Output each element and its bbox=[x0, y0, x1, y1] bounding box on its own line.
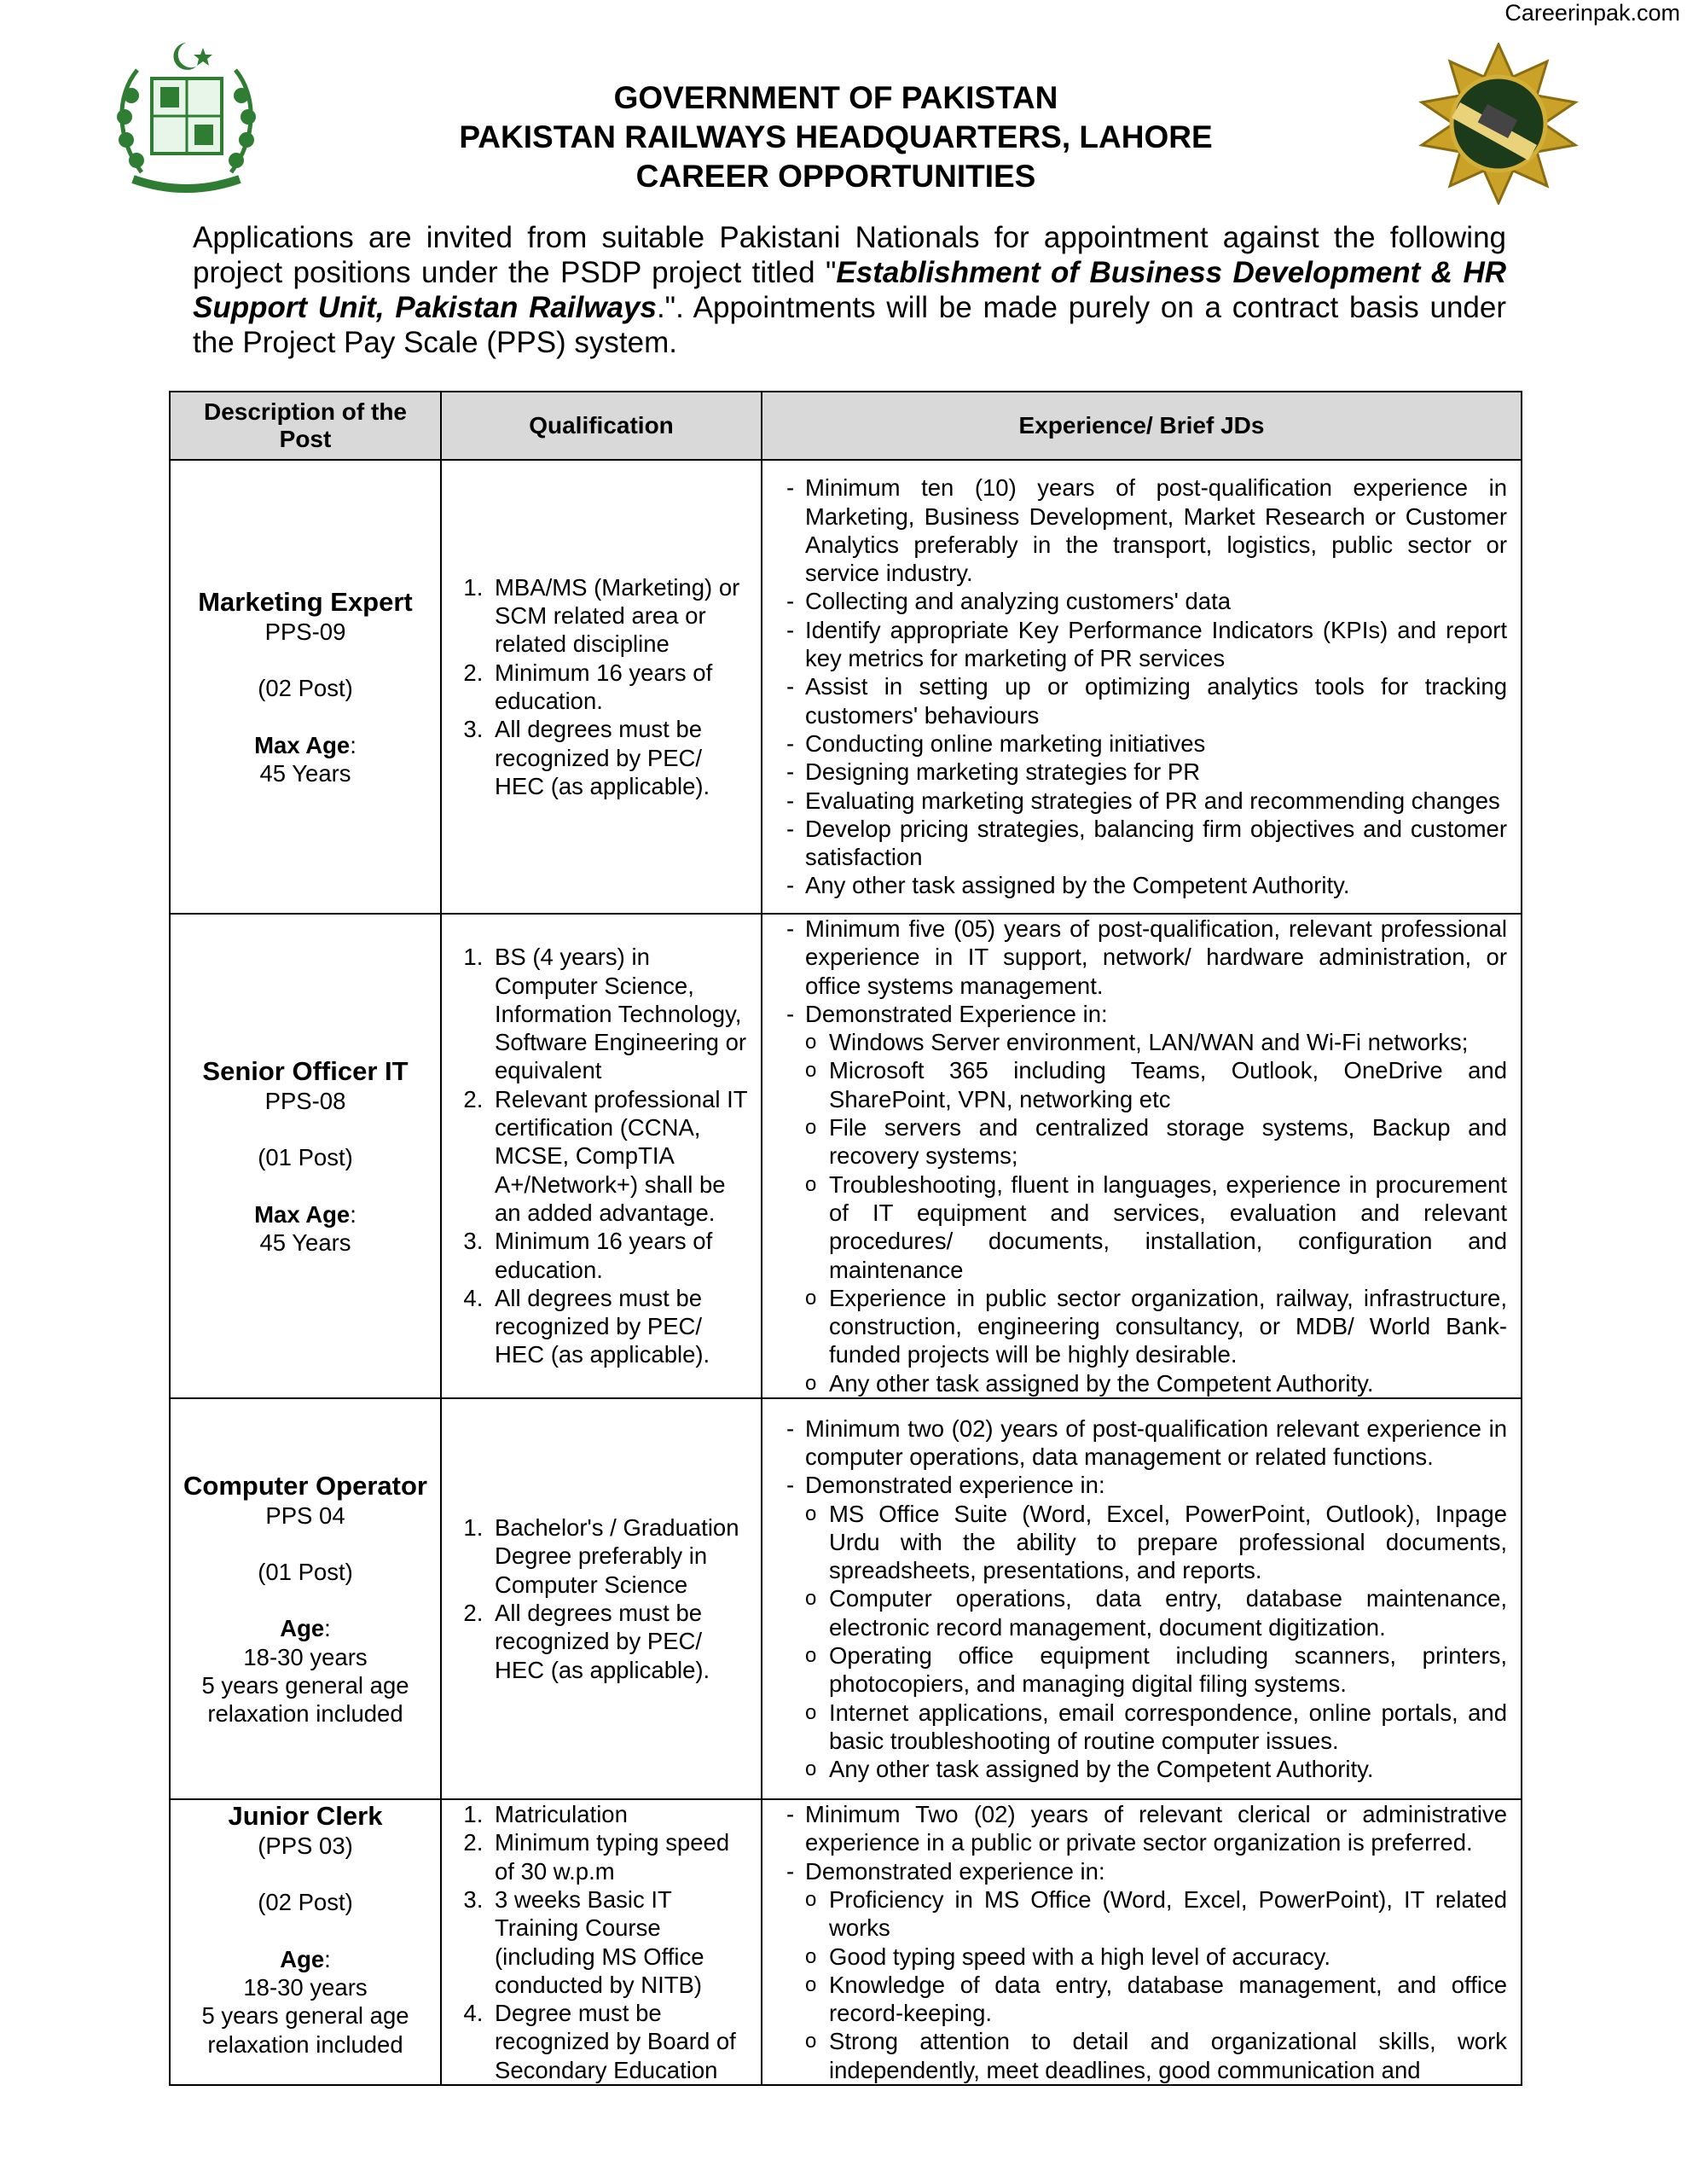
heading-line-1: GOVERNMENT OF PAKISTAN bbox=[613, 80, 1058, 115]
experience-text: Demonstrated Experience in: bbox=[805, 1000, 1108, 1027]
age-label: Max Age bbox=[254, 1200, 351, 1228]
experience-text: Designing marketing strategies for PR bbox=[805, 758, 1201, 786]
post-age-relaxation: 5 years general age relaxation included bbox=[201, 2002, 409, 2058]
intro-after: .". Appointments will be made purely on a contract basis under the Project Pay Scale (PPS) system. bbox=[193, 291, 1507, 359]
experience-item bbox=[786, 815, 1507, 872]
experience-text: Identify appropriate Key Performance Indicators (KPIs) and report key metrics for marketing of PR services bbox=[805, 616, 1507, 672]
qualification-list bbox=[445, 1513, 754, 1684]
experience-subitem: o Windows Server environment, LAN/WAN and Wi-Fi networks; bbox=[805, 1028, 1507, 1056]
qualification-item: 1. Matriculation bbox=[490, 1800, 754, 1828]
experience-list bbox=[769, 915, 1507, 1397]
experience-subitem: o Troubleshooting, fluent in languages, experience in procurement of IT equipment and services, evaluation and relevant procedures/ documents, installation, configuration and maintenance bbox=[805, 1170, 1507, 1284]
experience-subitem: o Experience in public sector organization, railway, infrastructure, construction, engineering consultancy, or MDB/ World Bank-funded projects will be highly desirable. bbox=[805, 1284, 1507, 1369]
experience-cell bbox=[762, 1799, 1522, 2085]
table-row bbox=[170, 1398, 1522, 1799]
age-label: Age bbox=[280, 1945, 325, 1972]
page-heading bbox=[324, 78, 1348, 196]
experience-item bbox=[786, 915, 1507, 1000]
table-row bbox=[170, 914, 1522, 1398]
post-pps: PPS-09 bbox=[264, 618, 346, 645]
post-pps: (PPS 03) bbox=[258, 1833, 353, 1860]
header-description: Description of the Post bbox=[170, 392, 441, 460]
post-age-label: Age: bbox=[280, 1615, 331, 1642]
experience-text: Demonstrated experience in: bbox=[805, 1857, 1105, 1885]
experience-cell bbox=[762, 460, 1522, 914]
qualification-cell bbox=[441, 914, 762, 1398]
experience-item bbox=[786, 616, 1507, 673]
experience-subitem: o MS Office Suite (Word, Excel, PowerPoint, Outlook), Inpage Urdu with the ability to prepare professional documents, spreadsheets, presentations, and reports. bbox=[805, 1500, 1507, 1585]
post-description-cell bbox=[170, 1799, 441, 2085]
header-qualification: Qualification bbox=[441, 392, 762, 460]
experience-cell bbox=[762, 1398, 1522, 1799]
experience-item bbox=[786, 1857, 1507, 2084]
experience-text: Develop pricing strategies, balancing firm objectives and customer satisfaction bbox=[805, 815, 1507, 871]
experience-item bbox=[786, 587, 1507, 615]
post-count: (02 Post) bbox=[258, 675, 353, 702]
post-title: Marketing Expert bbox=[198, 586, 413, 617]
experience-text: Minimum two (02) years of post-qualification relevant experience in computer operations, data management or related functions. bbox=[805, 1414, 1507, 1470]
header-experience: Experience/ Brief JDs bbox=[762, 392, 1522, 460]
experience-text: Minimum ten (10) years of post-qualification experience in Marketing, Business Development, Market Research or Customer Analytics preferably in the transport, logistics, public sector or service industry. bbox=[805, 474, 1507, 587]
experience-text: Any other task assigned by the Competent Authority. bbox=[805, 872, 1350, 899]
post-age-label: Max Age: bbox=[254, 1200, 357, 1228]
project-title: Establishment of Business Development & HR Support Unit, Pakistan Railways bbox=[193, 256, 1506, 324]
qualification-item: 4. All degrees must be recognized by PEC/ HEC (as applicable). bbox=[490, 1284, 754, 1369]
heading-line-3: CAREER OPPORTUNITIES bbox=[635, 159, 1036, 194]
qualification-item: 2. Minimum typing speed of 30 w.p.m bbox=[490, 1828, 754, 1885]
qualification-item: 2. All degrees must be recognized by PEC/ HEC (as applicable). bbox=[490, 1599, 754, 1684]
experience-subitem: o Knowledge of data entry, database management, and office record-keeping. bbox=[805, 1971, 1507, 2028]
positions-table bbox=[169, 391, 1522, 2086]
qualification-item: 2. Minimum 16 years of education. bbox=[490, 659, 754, 716]
experience-text: Minimum five (05) years of post-qualification, relevant professional experience in IT support, network/ hardware administration, or office systems management. bbox=[805, 915, 1507, 999]
experience-subitem: o Computer operations, data entry, database maintenance, electronic record management, document digitization. bbox=[805, 1584, 1507, 1641]
experience-item bbox=[786, 1800, 1507, 1857]
experience-sublist bbox=[805, 1028, 1507, 1397]
watermark: Careerinpak.com bbox=[1504, 0, 1680, 26]
experience-subitem: o File servers and centralized storage systems, Backup and recovery systems; bbox=[805, 1113, 1507, 1170]
age-label: Age bbox=[280, 1615, 325, 1642]
heading-line-2: PAKISTAN RAILWAYS HEADQUARTERS, LAHORE bbox=[459, 119, 1213, 154]
qualification-item: 3. All degrees must be recognized by PEC/ HEC (as applicable). bbox=[490, 715, 754, 800]
experience-subitem: o Operating office equipment including scanners, printers, photocopiers, and managing digital filing systems. bbox=[805, 1641, 1507, 1699]
experience-subitem: o Strong attention to detail and organizational skills, work independently, meet deadlines, good communication and bbox=[805, 2027, 1507, 2084]
qualification-item: 3. Minimum 16 years of education. bbox=[490, 1227, 754, 1284]
post-description-cell bbox=[170, 914, 441, 1398]
experience-text: Conducting online marketing initiatives bbox=[805, 729, 1206, 757]
post-title: Senior Officer IT bbox=[202, 1055, 409, 1086]
experience-list bbox=[769, 1414, 1507, 1784]
experience-list bbox=[769, 473, 1507, 899]
post-pps: PPS 04 bbox=[265, 1502, 345, 1529]
experience-item bbox=[786, 1471, 1507, 1783]
experience-subitem: o Any other task assigned by the Competent Authority. bbox=[805, 1755, 1507, 1783]
experience-item bbox=[786, 672, 1507, 729]
post-title: Junior Clerk bbox=[228, 1801, 383, 1832]
post-count: (01 Post) bbox=[258, 1144, 353, 1171]
post-count: (01 Post) bbox=[258, 1558, 353, 1585]
post-age: 45 Years bbox=[259, 1228, 351, 1256]
experience-cell bbox=[762, 914, 1522, 1398]
post-age: 18-30 years bbox=[243, 1973, 368, 2001]
experience-subitem: o Proficiency in MS Office (Word, Excel, PowerPoint), IT related works bbox=[805, 1885, 1507, 1943]
qualification-cell bbox=[441, 1398, 762, 1799]
experience-sublist bbox=[805, 1885, 1507, 2084]
qualification-item: 2. Relevant professional IT certification (CCNA, MCSE, CompTIA A+/Network+) shall be an added advantage. bbox=[490, 1085, 754, 1227]
table-row bbox=[170, 460, 1522, 914]
qualification-item: 1. Bachelor's / Graduation Degree preferably in Computer Science bbox=[490, 1513, 754, 1599]
experience-item bbox=[786, 1414, 1507, 1472]
post-age-label: Max Age: bbox=[254, 731, 357, 758]
post-description-cell bbox=[170, 1398, 441, 1799]
experience-text: Evaluating marketing strategies of PR and recommending changes bbox=[805, 787, 1500, 814]
qualification-list bbox=[445, 573, 754, 800]
experience-subitem: o Any other task assigned by the Competent Authority. bbox=[805, 1369, 1507, 1397]
experience-item bbox=[786, 1000, 1507, 1397]
qualification-item: 3. 3 weeks Basic IT Training Course (including MS Office conducted by NITB) bbox=[490, 1885, 754, 1999]
table-row bbox=[170, 1799, 1522, 2085]
experience-item bbox=[786, 758, 1507, 786]
qualification-item: 4. Degree must be recognized by Board of Secondary Education bbox=[490, 1999, 754, 2084]
railways-badge-icon bbox=[1417, 43, 1580, 205]
experience-item bbox=[786, 473, 1507, 587]
post-age-label: Age: bbox=[280, 1945, 331, 1972]
experience-sublist bbox=[805, 1500, 1507, 1784]
experience-text: Collecting and analyzing customers' data bbox=[805, 588, 1232, 615]
post-age: 18-30 years bbox=[243, 1643, 368, 1670]
experience-list bbox=[769, 1800, 1507, 2084]
qualification-cell bbox=[441, 460, 762, 914]
post-title: Computer Operator bbox=[183, 1470, 427, 1501]
intro-paragraph bbox=[193, 220, 1506, 360]
age-label: Max Age bbox=[254, 731, 351, 758]
experience-subitem: o Microsoft 365 including Teams, Outlook, OneDrive and SharePoint, VPN, networking etc bbox=[805, 1056, 1507, 1113]
experience-text: Demonstrated experience in: bbox=[805, 1472, 1105, 1499]
experience-subitem: o Good typing speed with a high level of accuracy. bbox=[805, 1943, 1507, 1971]
table-header-row bbox=[170, 392, 1522, 460]
experience-text: Minimum Two (02) years of relevant clerical or administrative experience in a public or private sector organization is preferred. bbox=[805, 1801, 1507, 1856]
post-age-relaxation: 5 years general age relaxation included bbox=[201, 1671, 409, 1728]
qualification-list bbox=[445, 1800, 754, 2084]
experience-item bbox=[786, 729, 1507, 758]
experience-text: Assist in setting up or optimizing analytics tools for tracking customers' behaviours bbox=[805, 673, 1507, 729]
government-emblem-icon bbox=[107, 36, 265, 198]
intro-before: Applications are invited from suitable Pakistani Nationals for appointment against the following project positions under the PSDP project titled " bbox=[193, 221, 1506, 289]
qualification-item: 1. MBA/MS (Marketing) or SCM related area or related discipline bbox=[490, 573, 754, 659]
experience-subitem: o Internet applications, email correspondence, online portals, and basic troubleshooting of routine computer issues. bbox=[805, 1699, 1507, 1756]
post-description-cell bbox=[170, 460, 441, 914]
qualification-cell bbox=[441, 1799, 762, 2085]
post-pps: PPS-08 bbox=[264, 1087, 346, 1114]
experience-item bbox=[786, 787, 1507, 815]
qualification-list bbox=[445, 943, 754, 1368]
experience-item bbox=[786, 871, 1507, 899]
post-count: (02 Post) bbox=[258, 1889, 353, 1916]
post-age: 45 Years bbox=[259, 759, 351, 787]
qualification-item: 1. BS (4 years) in Computer Science, Information Technology, Software Engineering or equivalent bbox=[490, 943, 754, 1084]
